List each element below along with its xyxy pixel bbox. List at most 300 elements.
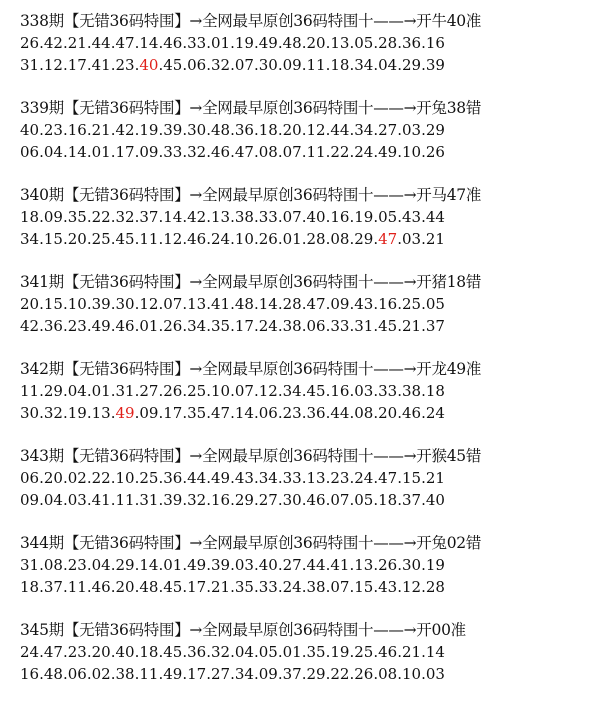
number-value: 44 (330, 404, 350, 422)
separator-dot: . (230, 56, 235, 74)
separator-dot: . (301, 469, 307, 487)
separator-dot: . (277, 382, 283, 400)
number-value: 01 (91, 143, 111, 161)
number-value: 11 (139, 665, 159, 683)
number-row (20, 54, 590, 76)
separator-dot: . (110, 469, 116, 487)
separator-dot: . (110, 143, 116, 161)
separator-dot: . (134, 56, 140, 74)
prediction-entry (20, 97, 590, 184)
number-value: 16 (211, 491, 231, 509)
number-value: 16 (378, 295, 398, 313)
number-value: 15 (43, 295, 63, 313)
number-value: 09 (139, 143, 159, 161)
separator-dot: . (134, 491, 140, 509)
number-value: 06 (258, 404, 278, 422)
number-value: 42 (187, 208, 207, 226)
separator-dot: . (421, 556, 426, 574)
separator-dot: . (325, 208, 331, 226)
separator-dot: . (325, 230, 331, 248)
separator-dot: . (349, 643, 355, 661)
separator-dot: . (325, 404, 331, 422)
separator-dot: . (206, 317, 211, 335)
separator-dot: . (253, 404, 259, 422)
number-value: 39 (425, 56, 445, 74)
separator-dot: . (230, 317, 235, 335)
number-value: 38 (306, 578, 326, 596)
number-value: 26 (258, 230, 278, 248)
number-row (20, 119, 590, 141)
separator-dot: . (182, 317, 188, 335)
separator-dot: . (62, 121, 68, 139)
separator-dot: . (134, 295, 140, 313)
separator-dot: . (230, 382, 235, 400)
number-row (20, 663, 590, 685)
number-value: 21 (402, 317, 422, 335)
separator-dot: . (182, 295, 188, 313)
number-value: 20 (67, 230, 87, 248)
separator-dot: . (39, 382, 44, 400)
number-value: 36 (163, 469, 183, 487)
number-value: 40 (20, 121, 40, 139)
number-value: 37 (425, 317, 445, 335)
separator-dot: . (253, 208, 259, 226)
separator-dot: . (182, 643, 188, 661)
separator-dot: . (373, 578, 379, 596)
number-value: 38 (282, 317, 302, 335)
number-value: 47 (306, 295, 326, 313)
number-value: 37 (139, 208, 159, 226)
number-value: 19 (425, 556, 445, 574)
separator-dot: . (253, 469, 259, 487)
separator-dot: . (301, 143, 307, 161)
separator-dot: . (397, 230, 402, 248)
separator-dot: . (110, 56, 116, 74)
number-value: 11 (20, 382, 40, 400)
number-value: 24 (354, 143, 374, 161)
separator-dot: . (110, 665, 116, 683)
separator-dot: . (421, 578, 426, 596)
number-value: 49 (211, 469, 231, 487)
number-value: 05 (258, 643, 278, 661)
separator-dot: . (230, 295, 235, 313)
separator-dot: . (421, 491, 426, 509)
separator-dot: . (206, 56, 211, 74)
separator-dot: . (206, 578, 211, 596)
number-value: 14 (234, 404, 254, 422)
number-value: 24 (211, 230, 231, 248)
separator-dot: . (62, 382, 68, 400)
separator-dot: . (277, 491, 283, 509)
separator-dot: . (230, 469, 235, 487)
separator-dot: . (39, 317, 44, 335)
separator-dot: . (230, 404, 235, 422)
number-value: 33 (330, 317, 350, 335)
number-value: 16 (425, 34, 445, 52)
separator-dot: . (421, 469, 426, 487)
separator-dot: . (62, 665, 68, 683)
number-value: 29 (402, 56, 422, 74)
separator-dot: . (253, 665, 259, 683)
number-value: 15 (354, 578, 374, 596)
separator-dot: . (325, 382, 331, 400)
number-value: 45 (306, 382, 326, 400)
separator-dot: . (397, 491, 402, 509)
separator-dot: . (397, 578, 402, 596)
number-value: 13 (330, 34, 350, 52)
entry-header: 338期【无错36码特围】→全网最早原创36码特围十——→开牛40准 (20, 12, 482, 30)
number-value: 12 (402, 578, 422, 596)
prediction-entry (20, 619, 590, 706)
separator-dot: . (277, 578, 283, 596)
number-value: 20 (306, 34, 326, 52)
separator-dot: . (349, 469, 355, 487)
number-value: 48 (234, 295, 254, 313)
number-value: 37 (402, 491, 422, 509)
number-value: 14 (67, 143, 87, 161)
separator-dot: . (86, 121, 92, 139)
separator-dot: . (421, 56, 426, 74)
number-value: 24 (258, 317, 278, 335)
separator-dot: . (62, 469, 68, 487)
number-value: 46 (163, 34, 183, 52)
number-value: 26 (425, 143, 445, 161)
number-value: 21 (67, 34, 87, 52)
number-value: 47 (115, 34, 135, 52)
number-value: 36 (306, 404, 326, 422)
number-value: 03 (425, 665, 445, 683)
separator-dot: . (62, 404, 68, 422)
number-value: 14 (163, 208, 183, 226)
number-value: 31 (20, 556, 40, 574)
separator-dot: . (373, 665, 379, 683)
number-value: 12 (139, 295, 159, 313)
number-value: 29 (354, 230, 374, 248)
number-value: 47 (378, 469, 398, 487)
number-value: 07 (163, 295, 183, 313)
highlighted-number: 47 (378, 230, 398, 248)
separator-dot: . (397, 121, 402, 139)
separator-dot: . (421, 121, 426, 139)
number-value: 41 (330, 556, 350, 574)
separator-dot: . (110, 121, 116, 139)
number-value: 04 (43, 491, 63, 509)
number-value: 47 (211, 404, 231, 422)
separator-dot: . (182, 230, 188, 248)
separator-dot: . (253, 556, 259, 574)
number-value: 49 (163, 665, 183, 683)
separator-dot: . (158, 643, 164, 661)
number-value: 41 (91, 56, 111, 74)
number-value: 10 (211, 382, 231, 400)
number-value: 18 (425, 382, 445, 400)
number-value: 11 (306, 56, 326, 74)
number-value: 21 (211, 578, 231, 596)
number-value: 20 (115, 578, 135, 596)
separator-dot: . (349, 491, 355, 509)
number-value: 14 (139, 34, 159, 52)
separator-dot: . (253, 230, 259, 248)
separator-dot: . (325, 665, 331, 683)
number-value: 24 (425, 404, 445, 422)
number-value: 46 (378, 643, 398, 661)
separator-dot: . (86, 665, 92, 683)
separator-dot: . (301, 230, 307, 248)
separator-dot: . (62, 491, 68, 509)
separator-dot: . (277, 143, 283, 161)
number-value: 14 (139, 556, 159, 574)
separator-dot: . (62, 56, 68, 74)
number-value: 48 (139, 578, 159, 596)
number-value: 07 (282, 208, 302, 226)
separator-dot: . (373, 143, 379, 161)
separator-dot: . (39, 556, 44, 574)
separator-dot: . (134, 382, 140, 400)
separator-dot: . (86, 230, 92, 248)
number-value: 07 (330, 491, 350, 509)
separator-dot: . (182, 491, 188, 509)
separator-dot: . (253, 578, 259, 596)
separator-dot: . (182, 208, 188, 226)
number-value: 27 (258, 491, 278, 509)
number-value: 47 (43, 643, 63, 661)
separator-dot: . (349, 578, 355, 596)
prediction-entry (20, 271, 590, 358)
separator-dot: . (253, 643, 259, 661)
document-body (20, 10, 590, 706)
separator-dot: . (230, 491, 235, 509)
separator-dot: . (253, 317, 259, 335)
number-value: 42 (43, 34, 63, 52)
separator-dot: . (158, 230, 164, 248)
separator-dot: . (86, 143, 92, 161)
number-value: 09 (43, 208, 63, 226)
number-value: 21 (425, 469, 445, 487)
separator-dot: . (277, 208, 283, 226)
number-value: 42 (20, 317, 40, 335)
separator-dot: . (349, 121, 355, 139)
separator-dot: . (39, 121, 44, 139)
separator-dot: . (86, 208, 92, 226)
separator-dot: . (158, 578, 164, 596)
separator-dot: . (206, 121, 211, 139)
separator-dot: . (421, 143, 426, 161)
number-value: 19 (67, 404, 87, 422)
number-value: 29 (425, 121, 445, 139)
separator-dot: . (325, 143, 331, 161)
number-value: 34 (282, 382, 302, 400)
separator-dot: . (325, 295, 331, 313)
number-value: 31 (20, 56, 40, 74)
separator-dot: . (86, 404, 92, 422)
number-value: 13 (91, 404, 111, 422)
number-value: 41 (91, 491, 111, 509)
number-value: 16 (330, 382, 350, 400)
separator-dot: . (397, 56, 402, 74)
separator-dot: . (349, 382, 355, 400)
number-value: 26 (163, 382, 183, 400)
separator-dot: . (110, 34, 116, 52)
separator-dot: . (277, 121, 283, 139)
separator-dot: . (421, 665, 426, 683)
number-value: 20 (91, 643, 111, 661)
entry-header: 342期【无错36码特围】→全网最早原创36码特围十——→开龙49准 (20, 360, 482, 378)
number-value: 14 (258, 295, 278, 313)
separator-dot: . (39, 34, 44, 52)
number-value: 46 (306, 491, 326, 509)
separator-dot: . (373, 34, 379, 52)
number-value: 12 (43, 56, 63, 74)
number-row (20, 228, 590, 250)
number-value: 19 (234, 34, 254, 52)
separator-dot: . (349, 556, 355, 574)
separator-dot: . (253, 382, 259, 400)
number-value: 07 (282, 143, 302, 161)
number-value: 26 (163, 317, 183, 335)
separator-dot: . (158, 556, 164, 574)
number-value: 37 (282, 665, 302, 683)
separator-dot: . (62, 556, 68, 574)
number-value: 29 (234, 491, 254, 509)
separator-dot: . (206, 34, 211, 52)
separator-dot: . (39, 404, 44, 422)
number-value: 49 (91, 317, 111, 335)
number-value: 32 (211, 643, 231, 661)
number-value: 30 (258, 56, 278, 74)
separator-dot: . (110, 317, 116, 335)
number-value: 39 (163, 491, 183, 509)
number-value: 32 (115, 208, 135, 226)
separator-dot: . (134, 230, 140, 248)
number-value: 01 (282, 643, 302, 661)
separator-dot: . (301, 382, 307, 400)
number-value: 16 (67, 121, 87, 139)
separator-dot: . (158, 295, 164, 313)
number-value: 43 (354, 295, 374, 313)
separator-dot: . (134, 643, 140, 661)
number-value: 10 (234, 230, 254, 248)
separator-dot: . (206, 295, 211, 313)
prediction-entry (20, 358, 590, 445)
number-value: 11 (139, 230, 159, 248)
number-value: 08 (43, 556, 63, 574)
number-value: 17 (187, 665, 207, 683)
separator-dot: . (421, 295, 426, 313)
separator-dot: . (253, 491, 259, 509)
separator-dot: . (301, 34, 307, 52)
separator-dot: . (110, 208, 116, 226)
separator-dot: . (397, 208, 402, 226)
separator-dot: . (301, 295, 307, 313)
number-value: 40 (425, 491, 445, 509)
separator-dot: . (158, 56, 164, 74)
separator-dot: . (301, 317, 307, 335)
entry-header: 343期【无错36码特围】→全网最早原创36码特围十——→开猴45错 (20, 447, 482, 465)
number-value: 09 (258, 665, 278, 683)
separator-dot: . (182, 121, 188, 139)
separator-dot: . (110, 578, 116, 596)
number-value: 23 (282, 404, 302, 422)
separator-dot: . (373, 469, 379, 487)
number-value: 34 (187, 317, 207, 335)
separator-dot: . (134, 556, 140, 574)
separator-dot: . (277, 643, 283, 661)
number-value: 41 (211, 295, 231, 313)
separator-dot: . (325, 491, 331, 509)
number-value: 12 (163, 230, 183, 248)
separator-dot: . (397, 404, 402, 422)
number-value: 48 (282, 34, 302, 52)
separator-dot: . (373, 382, 379, 400)
separator-dot: . (277, 469, 283, 487)
separator-dot: . (158, 121, 164, 139)
separator-dot: . (86, 469, 92, 487)
number-value: 17 (115, 143, 135, 161)
number-value: 18 (20, 578, 40, 596)
number-value: 33 (378, 382, 398, 400)
separator-dot: . (325, 643, 331, 661)
number-value: 49 (258, 34, 278, 52)
number-value: 20 (378, 404, 398, 422)
separator-dot: . (39, 578, 44, 596)
separator-dot: . (230, 121, 235, 139)
number-value: 40 (115, 643, 135, 661)
separator-dot: . (230, 643, 235, 661)
separator-dot: . (397, 382, 402, 400)
number-value: 25 (139, 469, 159, 487)
number-value: 20 (282, 121, 302, 139)
number-value: 02 (91, 665, 111, 683)
separator-dot: . (301, 578, 307, 596)
number-value: 35 (234, 578, 254, 596)
separator-dot: . (301, 643, 307, 661)
number-value: 11 (115, 491, 135, 509)
number-value: 03 (67, 491, 87, 509)
prediction-entry (20, 184, 590, 271)
number-value: 03 (234, 556, 254, 574)
separator-dot: . (325, 578, 331, 596)
separator-dot: . (325, 34, 331, 52)
separator-dot: . (349, 404, 355, 422)
number-value: 06 (20, 143, 40, 161)
separator-dot: . (182, 143, 188, 161)
number-value: 03 (402, 121, 422, 139)
number-value: 10 (402, 665, 422, 683)
separator-dot: . (277, 317, 283, 335)
number-value: 01 (163, 556, 183, 574)
number-value: 48 (211, 121, 231, 139)
separator-dot: . (182, 578, 188, 596)
separator-dot: . (277, 556, 283, 574)
number-value: 13 (354, 556, 374, 574)
separator-dot: . (349, 295, 355, 313)
number-value: 10 (115, 469, 135, 487)
number-value: 17 (163, 404, 183, 422)
number-value: 09 (20, 491, 40, 509)
number-value: 35 (67, 208, 87, 226)
number-value: 05 (354, 34, 374, 52)
number-value: 22 (330, 665, 350, 683)
separator-dot: . (397, 665, 402, 683)
number-value: 04 (91, 556, 111, 574)
separator-dot: . (134, 208, 140, 226)
number-value: 30 (187, 121, 207, 139)
number-value: 01 (91, 382, 111, 400)
number-value: 42 (115, 121, 135, 139)
number-value: 13 (306, 469, 326, 487)
number-value: 28 (306, 230, 326, 248)
separator-dot: . (182, 404, 188, 422)
